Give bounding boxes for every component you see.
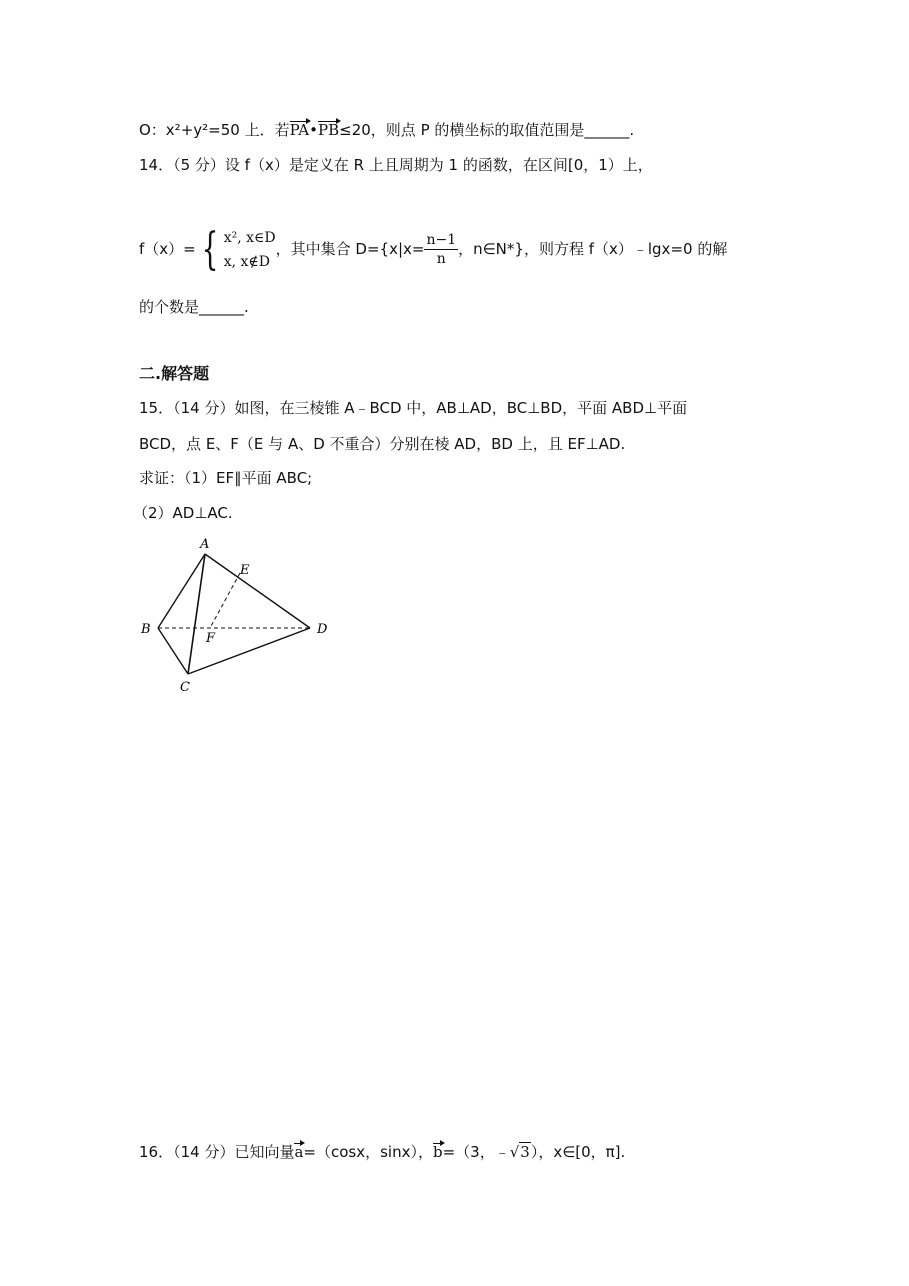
- question-14-formula: [139, 222, 727, 276]
- sqrt-expression: √3: [509, 1143, 530, 1161]
- piecewise-cases: [224, 226, 276, 274]
- set-definition: ，其中集合 D={x|x=: [275, 240, 425, 258]
- q16-prefix: 16．（14 分）已知向量: [139, 1143, 295, 1161]
- question-15-line2: BCD，点 E、F（E 与 A、D 不重合）分别在棱 AD，BD 上，且 EF⊥AD.: [139, 435, 626, 453]
- label-e: E: [240, 563, 250, 578]
- case-1: x², x∈D: [223, 229, 276, 246]
- label-a: A: [200, 537, 210, 552]
- question-16: [139, 1142, 625, 1162]
- question-15-line1: 15．（14 分）如图，在三棱锥 A﹣BCD 中，AB⊥AD，BC⊥BD，平面 ABD⊥平面: [139, 399, 688, 417]
- dot-operator: •: [309, 121, 319, 139]
- q16-vector-a-value: =（cosx，sinx），: [303, 1143, 433, 1161]
- section-heading: 二.解答题: [139, 364, 210, 383]
- tetrahedron-figure: [130, 532, 345, 700]
- edge-ac: [188, 554, 205, 674]
- label-c: C: [180, 680, 190, 695]
- fraction: [424, 231, 458, 268]
- edge-ad: [205, 554, 310, 628]
- edge-ab: [158, 554, 205, 628]
- fraction-numerator: n−1: [426, 232, 457, 248]
- question-15-line3: 求证：（1）EF∥平面 ABC;: [139, 469, 313, 487]
- brace-symbol: {: [201, 223, 219, 275]
- q14-after-fraction: ，n∈N*}，则方程 f（x）﹣lgx=0 的解: [458, 240, 728, 258]
- sqrt-radicand: 3: [520, 1143, 530, 1161]
- q16-vector-b-open: =（3，﹣: [442, 1143, 510, 1161]
- label-f: F: [206, 631, 216, 646]
- segment-ef: [210, 573, 240, 628]
- case-2: x, x∉D: [223, 253, 271, 270]
- vector-a: a: [294, 1143, 304, 1161]
- question-15-line4: （2）AD⊥AC.: [133, 504, 233, 522]
- q13-prefix: O：x²+y²=50 上．若: [139, 121, 290, 139]
- vector-b: b: [432, 1143, 443, 1161]
- question-13-tail: [139, 120, 634, 140]
- q16-suffix: ），x∈[0，π].: [530, 1143, 626, 1161]
- fraction-denominator: n: [436, 251, 446, 267]
- q13-suffix: ≤20，则点 P 的横坐标的取值范围是______.: [339, 121, 635, 139]
- question-14-line1: 14．（5 分）设 f（x）是定义在 R 上且周期为 1 的函数，在区间[0，1）上，: [139, 156, 653, 174]
- label-d: D: [317, 622, 328, 637]
- question-14-line3: 的个数是______.: [139, 298, 249, 316]
- label-b: B: [141, 622, 151, 637]
- vector-pb: PB: [318, 121, 340, 139]
- fx-prefix: f（x）=: [139, 240, 196, 258]
- vector-pa: PA: [289, 121, 310, 139]
- edge-bc: [158, 628, 188, 674]
